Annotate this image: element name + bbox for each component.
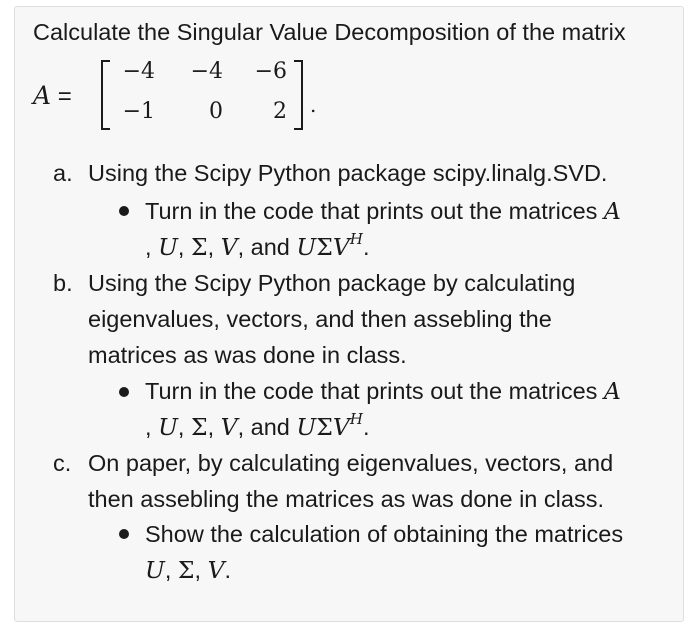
matrix-cell: −6	[254, 59, 287, 84]
matrix-cell: −1	[122, 99, 155, 124]
right-bracket	[294, 60, 303, 130]
part-c-marker: c.	[53, 450, 72, 476]
matrix-definition	[33, 57, 433, 135]
part-c-bullet-line-1: Show the calculation of obtaining the matrices	[145, 521, 624, 547]
part-b-text-line-3: matrices as was done in class.	[88, 342, 407, 368]
part-b-bullet-line-1: Turn in the code that prints out the matrices A	[145, 377, 621, 405]
part-c-bullet-line-2: U, Σ, V.	[145, 556, 232, 584]
matrix-terminator: .	[310, 93, 317, 117]
bullet-icon	[119, 387, 129, 397]
bullet-icon	[119, 529, 129, 539]
part-c-text-line-1: On paper, by calculating eigenvalues, vectors, and	[88, 450, 614, 476]
matrix-cell: −4	[122, 59, 155, 84]
part-b-text-line-1: Using the Scipy Python package by calculating	[88, 270, 576, 296]
part-b-text-line-2: eigenvalues, vectors, and then assebling the	[88, 306, 552, 332]
matrix-name: A	[33, 81, 52, 110]
matrix-cell: 2	[273, 99, 287, 124]
question-intro: Calculate the Singular Value Decomposition of the matrix	[33, 19, 626, 45]
matrix-cell: 0	[209, 99, 223, 124]
part-a-bullet-line-1: Turn in the code that prints out the matrices A	[145, 197, 621, 225]
part-b-bullet-line-2: , U, Σ, V, and $U\Sigma V^H$.	[145, 410, 370, 441]
bullet-icon	[119, 206, 129, 216]
part-c-text-line-2: then assebling the matrices as was done in class.	[88, 486, 604, 512]
part-a-text: Using the Scipy Python package scipy.linalg.SVD.	[88, 160, 608, 186]
part-b-marker: b.	[53, 270, 73, 296]
matrix-lhs	[33, 81, 72, 111]
matrix-cell: −4	[190, 59, 223, 84]
equals-sign: =	[57, 83, 72, 110]
question-card	[14, 6, 684, 622]
part-a-marker: a.	[53, 160, 73, 186]
left-bracket	[101, 60, 110, 130]
part-a-bullet-line-2: , U, Σ, V, and $U\Sigma V^H$.	[145, 230, 370, 261]
